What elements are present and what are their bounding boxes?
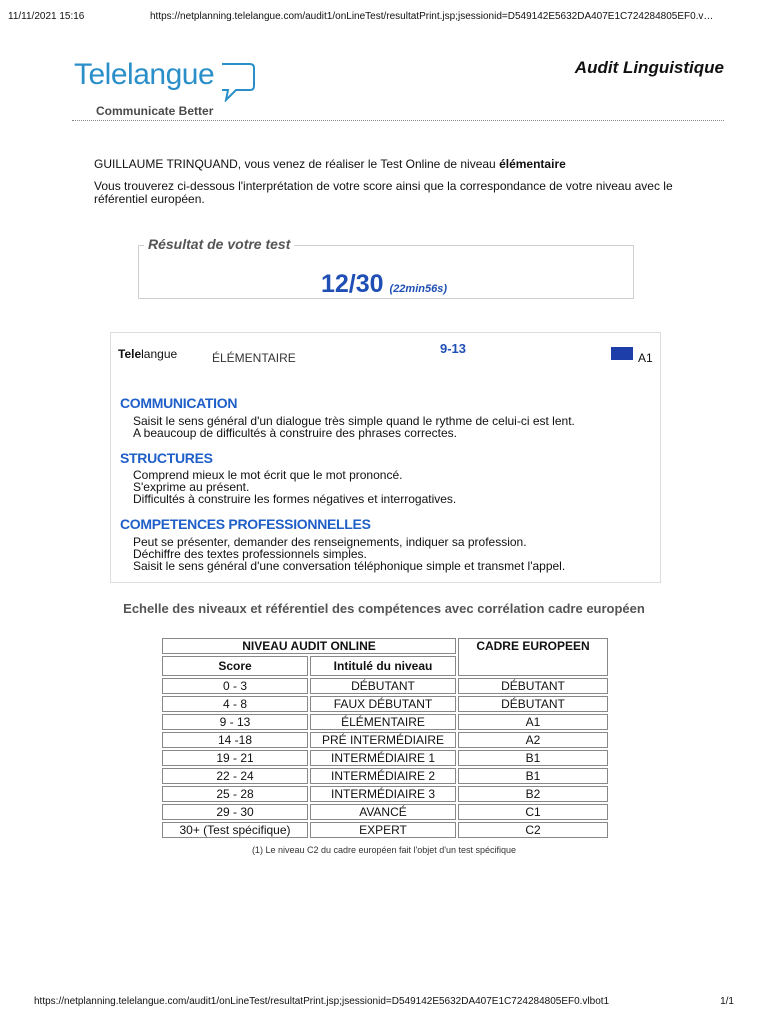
header-cadre-europeen: CADRE EUROPEEN <box>458 638 608 676</box>
table-header-row <box>162 638 608 654</box>
cell-level: INTERMÉDIAIRE 1 <box>310 750 456 766</box>
section-line: Déchiffre des textes professionnels simples. <box>133 547 367 561</box>
card-cefr-level: A1 <box>638 351 653 365</box>
card-logo <box>118 347 177 361</box>
cell-cefr: A2 <box>458 732 608 748</box>
cell-score: 22 - 24 <box>162 768 308 784</box>
cell-score: 25 - 28 <box>162 786 308 802</box>
score-line <box>0 270 768 299</box>
card-logo-bold: Tele <box>118 347 142 361</box>
table-row <box>162 786 608 802</box>
cell-level: EXPERT <box>310 822 456 838</box>
intro-level: élémentaire <box>499 157 566 171</box>
level-scale-table <box>160 636 610 840</box>
header-divider <box>72 120 724 121</box>
card-score-range: 9-13 <box>440 341 467 356</box>
cell-score: 30+ (Test spécifique) <box>162 822 308 838</box>
section-line: A beaucoup de difficultés à construire des phrases correctes. <box>133 426 457 440</box>
intro-prefix: GUILLAUME TRINQUAND, vous venez de réaliser le Test Online de niveau <box>94 157 500 171</box>
logo-tagline: Communicate Better <box>96 104 214 118</box>
table-row <box>162 696 608 712</box>
section-line: Difficultés à construire les formes négatives et interrogatives. <box>133 492 457 506</box>
page-count: 1/1 <box>720 996 734 1007</box>
table-row <box>162 822 608 838</box>
telelangue-logo <box>74 58 264 120</box>
cell-cefr: C2 <box>458 822 608 838</box>
cell-score: 4 - 8 <box>162 696 308 712</box>
table-row <box>162 678 608 694</box>
table-row <box>162 714 608 730</box>
cell-cefr: C1 <box>458 804 608 820</box>
table-row <box>162 750 608 766</box>
eu-flag-icon <box>611 347 633 360</box>
test-duration: (22min56s) <box>389 283 448 295</box>
section-line: Saisit le sens général d'un dialogue très simple quand le rythme de celui-ci est lent. <box>133 414 575 428</box>
card-level-name: ÉLÉMENTAIRE <box>212 351 296 365</box>
section-line: S'exprime au présent. <box>133 480 250 494</box>
cell-cefr: B1 <box>458 750 608 766</box>
section-heading-competences: COMPETENCES PROFESSIONNELLES <box>120 516 371 532</box>
section-line: Comprend mieux le mot écrit que le mot prononcé. <box>133 468 403 482</box>
cell-level: DÉBUTANT <box>310 678 456 694</box>
cell-level: FAUX DÉBUTANT <box>310 696 456 712</box>
header-audit-online: NIVEAU AUDIT ONLINE <box>162 638 456 654</box>
card-logo-regular: langue <box>141 347 178 361</box>
table-row <box>162 732 608 748</box>
score-value: 12/30 <box>320 270 384 298</box>
cell-score: 14 -18 <box>162 732 308 748</box>
cell-level: INTERMÉDIAIRE 2 <box>310 768 456 784</box>
cell-cefr: DÉBUTANT <box>458 678 608 694</box>
speech-bubble-icon <box>216 60 256 102</box>
cell-cefr: A1 <box>458 714 608 730</box>
section-line: Peut se présenter, demander des renseignements, indiquer sa profession. <box>133 535 527 549</box>
cell-cefr: DÉBUTANT <box>458 696 608 712</box>
section-heading-structures: STRUCTURES <box>120 450 213 466</box>
section-line: Saisit le sens général d'une conversation téléphonique simple et transmet l'appel. <box>133 559 566 573</box>
page-title: Audit Linguistique <box>574 58 724 77</box>
logo-wordmark: Telelangue <box>74 58 215 91</box>
cell-cefr: B1 <box>458 768 608 784</box>
cell-score: 19 - 21 <box>162 750 308 766</box>
cell-level: INTERMÉDIAIRE 3 <box>310 786 456 802</box>
table-row <box>162 768 608 784</box>
cell-score: 0 - 3 <box>162 678 308 694</box>
table-row <box>162 804 608 820</box>
cell-level: AVANCÉ <box>310 804 456 820</box>
section-heading-communication: COMMUNICATION <box>120 395 238 411</box>
cell-score: 9 - 13 <box>162 714 308 730</box>
cell-cefr: B2 <box>458 786 608 802</box>
print-url-footer: https://netplanning.telelangue.com/audit1/onLineTest/resultatPrint.jsp;jsessionid=D549142E5632DA407E1C724284805EF0.vlbot1 <box>34 996 610 1007</box>
header-score: Score <box>162 656 308 676</box>
intro-explanation: Vous trouverez ci-dessous l'interprétation de votre score ainsi que la correspondance de votre niveau avec le référentiel européen. <box>94 179 673 206</box>
print-timestamp: 11/11/2021 15:16 <box>8 11 85 22</box>
scale-title: Echelle des niveaux et référentiel des compétences avec corrélation cadre européen <box>123 601 645 616</box>
cell-level: ÉLÉMENTAIRE <box>310 714 456 730</box>
header-level: Intitulé du niveau <box>310 656 456 676</box>
print-url-header: https://netplanning.telelangue.com/audit1/onLineTest/resultatPrint.jsp;jsessionid=D549142E5632DA407E1C724284805EF0.v… <box>150 11 714 22</box>
intro-line <box>94 157 566 171</box>
result-legend: Résultat de votre test <box>144 236 294 252</box>
scale-footnote: (1) Le niveau C2 du cadre européen fait l'objet d'un test spécifique <box>251 845 517 855</box>
cell-level: PRÉ INTERMÉDIAIRE <box>310 732 456 748</box>
cell-score: 29 - 30 <box>162 804 308 820</box>
